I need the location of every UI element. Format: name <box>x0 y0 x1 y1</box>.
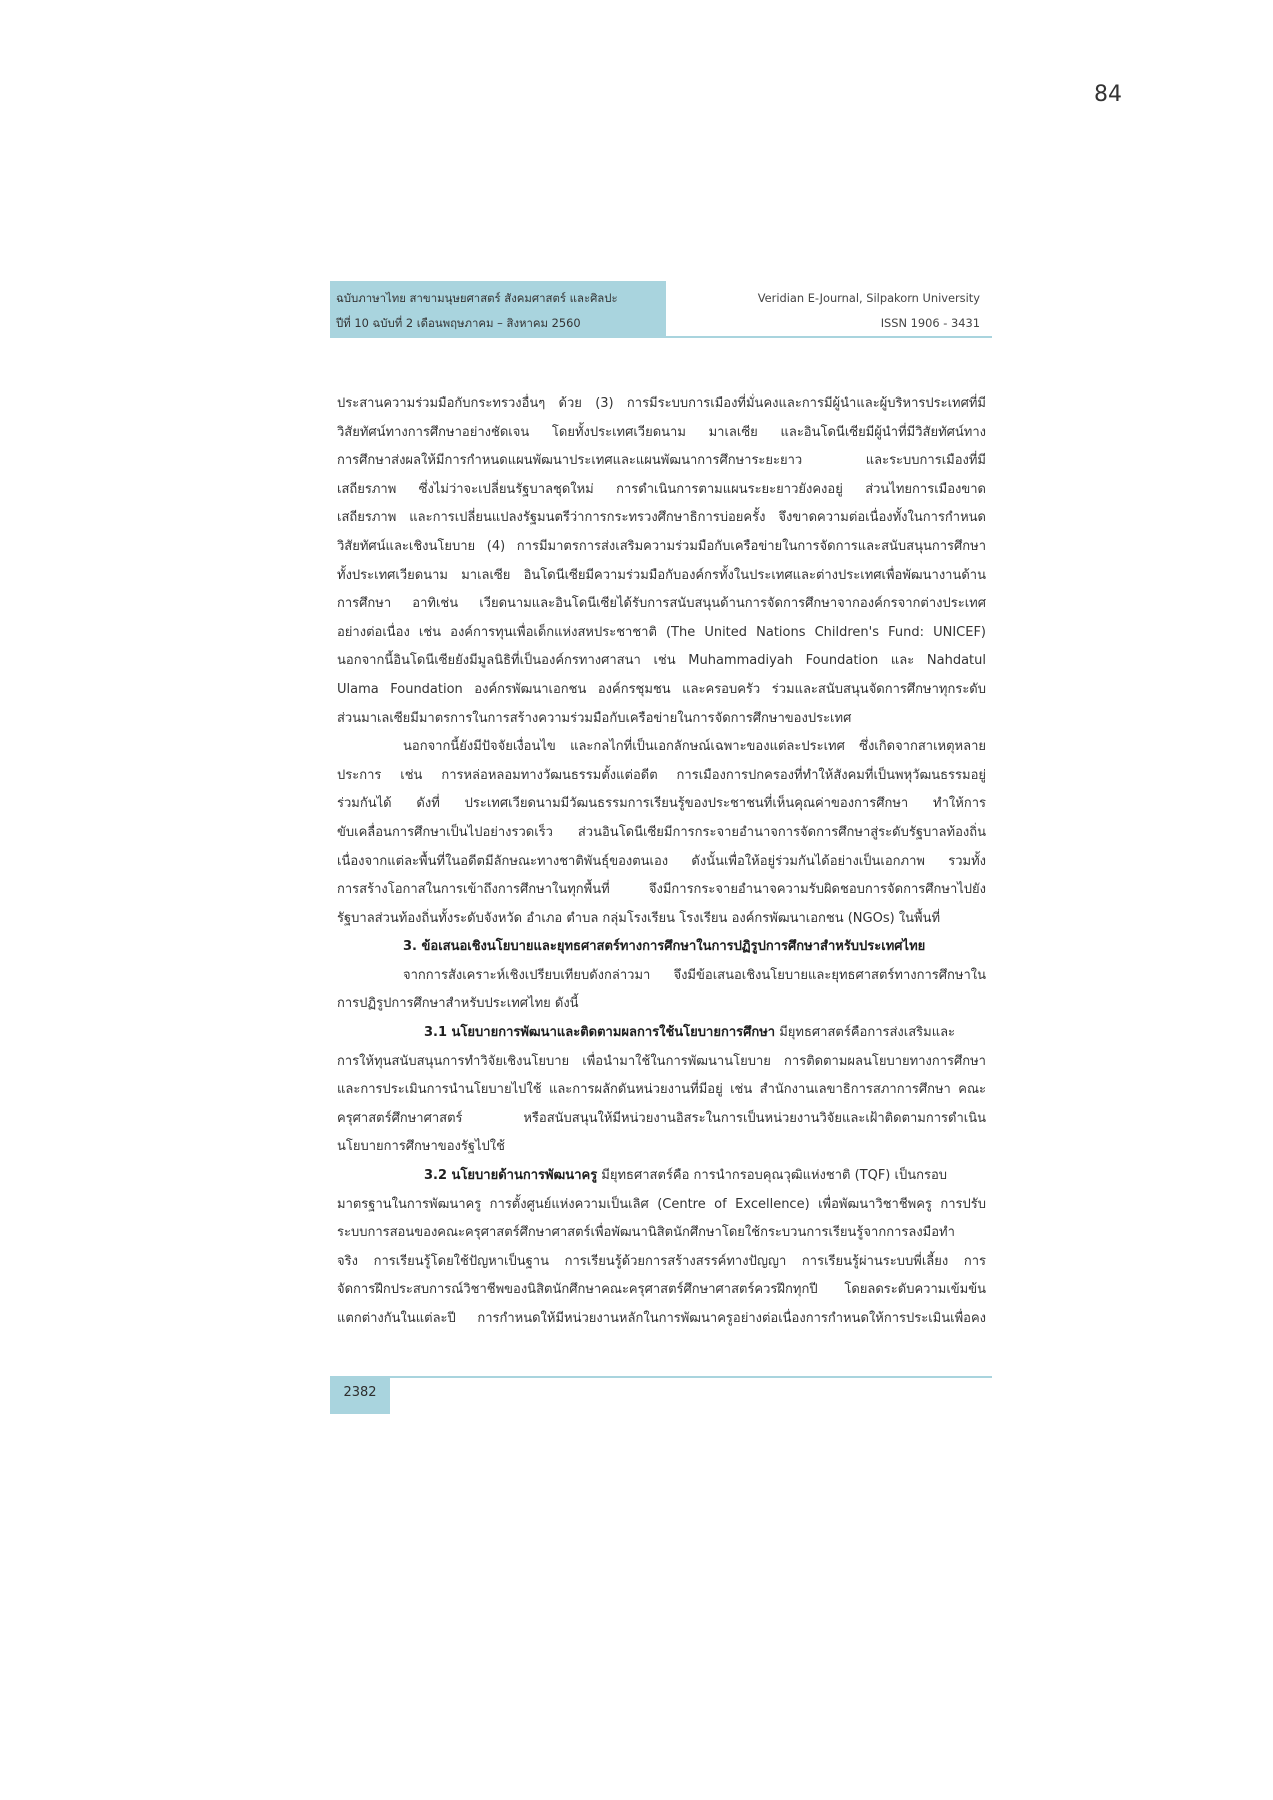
journal-name: Veridian E-Journal, Silpakorn University <box>757 291 980 305</box>
paragraph-1 <box>337 390 986 733</box>
subsection-3-2-first-line <box>337 1162 986 1191</box>
paragraph-3 <box>337 962 986 1019</box>
article-body <box>337 390 986 1334</box>
text-line: จริง การเรียนรู้โดยใช้ปัญหาเป็นฐาน การเรียนรู้ด้วยการสร้างสรรค์ทางปัญญา การเรียนรู้ผ่านระบบพี่เลี้ยง การ <box>337 1253 986 1269</box>
footer-rule <box>330 1376 992 1378</box>
text-line: การสร้างโอกาสในการเข้าถึงการศึกษาในทุกพื้นที่ จึงมีการกระจายอำนาจความรับผิดชอบการจัดการศึกษาไปยัง <box>337 882 986 898</box>
text-line: การศึกษาส่งผลให้มีการกำหนดแผนพัฒนาประเทศและแผนพัฒนาการศึกษาระยะยาว และระบบการเมืองที่มี <box>337 453 986 469</box>
outer-page-number: 84 <box>1094 82 1122 107</box>
text-line: ร่วมกันได้ ดังที่ ประเทศเวียดนามมีวัฒนธรรมการเรียนรู้ของประชาชนที่เห็นคุณค่าของการศึกษา ทำให้การ <box>337 796 986 812</box>
journal-issn: ISSN 1906 - 3431 <box>880 316 980 330</box>
text-line: จากการสังเคราะห์เชิงเปรียบเทียบดังกล่าวมา จึงมีข้อเสนอเชิงนโยบายและยุทธศาสตร์ทางการศึกษาใน <box>403 967 986 983</box>
text-line: นโยบายการศึกษาของรัฐไปใช้ <box>337 1139 505 1155</box>
text-line: การศึกษา อาทิเช่น เวียดนามและอินโดนีเซียได้รับการสนับสนุนด้านการจัดการศึกษาจากองค์กรจากต่างประเทศ <box>337 596 986 612</box>
journal-page-number: 2382 <box>330 1378 390 1414</box>
text-line: ประการ เช่น การหล่อหลอมทางวัฒนธรรมตั้งแต่อดีต การเมืองการปกครองที่ทำให้สังคมที่เป็นพหุวัฒนธรรมอยู่ <box>337 767 986 783</box>
subsection-3-2-lead: มียุทธศาสตร์คือ การนำกรอบคุณวุฒิแห่งชาติ (TQF) เป็นกรอบ <box>597 1168 948 1184</box>
text-line: การปฏิรูปการศึกษาสำหรับประเทศไทย ดังนี้ <box>337 996 579 1012</box>
text-line: ส่วนมาเลเซียมีมาตรการในการสร้างความร่วมมือกับเครือข่ายในการจัดการศึกษาของประเทศ <box>337 710 852 726</box>
text-line: ขับเคลื่อนการศึกษาเป็นไปอย่างรวดเร็ว ส่วนอินโดนีเซียมีการกระจายอำนาจการจัดการศึกษาสู่ระดับรัฐบาลท้องถิ่น <box>337 824 986 840</box>
section-3-heading: 3. ข้อเสนอเชิงนโยบายและยุทธศาสตร์ทางการศึกษาในการปฏิรูปการศึกษาสำหรับประเทศไทย <box>403 939 926 955</box>
text-line: เสถียรภาพ ซึ่งไม่ว่าจะเปลี่ยนรัฐบาลชุดใหม่ การดำเนินการตามแผนระยะยาวยังคงอยู่ ส่วนไทยการเมืองขาด <box>337 481 986 497</box>
journal-section-label: ฉบับภาษาไทย สาขามนุษยศาสตร์ สังคมศาสตร์ และศิลปะ <box>336 291 618 305</box>
text-line: แตกต่างกันในแต่ละปี การกำหนดให้มีหน่วยงานหลักในการพัฒนาครูอย่างต่อเนื่องการกำหนดให้การประเมินเพื่อคง <box>337 1311 986 1326</box>
text-line: เสถียรภาพ และการเปลี่ยนแปลงรัฐมนตรีว่าการกระทรวงศึกษาธิการบ่อยครั้ง จึงขาดความต่อเนื่องทั้งในการกำหนด <box>337 510 986 526</box>
text-line: มาตรฐานในการพัฒนาครู การตั้งศูนย์แห่งความเป็นเลิศ (Centre of Excellence) เพื่อพัฒนาวิชาชีพครู การปรับ <box>337 1196 986 1212</box>
paragraph-2 <box>337 733 986 933</box>
header-rule <box>330 336 992 338</box>
text-line: นอกจากนี้ยังมีปัจจัยเงื่อนไข และกลไกที่เป็นเอกลักษณ์เฉพาะของแต่ละประเทศ ซึ่งเกิดจากสาเหตุหลาย <box>403 739 986 755</box>
text-line: รัฐบาลส่วนท้องถิ่นทั้งระดับจังหวัด อำเภอ ตำบล กลุ่มโรงเรียน โรงเรียน องค์กรพัฒนาเอกชน (NGOs) ในพื้นที่ <box>337 910 941 926</box>
text-line: วิสัยทัศน์ทางการศึกษาอย่างชัดเจน โดยทั้งประเทศเวียดนาม มาเลเซีย และอินโดนีเซียมีผู้นำที่มีวิสัยทัศน์ทาง <box>337 424 986 440</box>
text-line: ประสานความร่วมมือกับกระทรวงอื่นๆ ด้วย (3) การมีระบบการเมืองที่มั่นคงและการมีผู้นำและผู้บริหารประเทศที่มี <box>337 396 986 411</box>
journal-header-right <box>758 286 980 336</box>
text-line: ระบบการสอนของคณะครุศาสตร์ศึกษาศาสตร์เพื่อพัฒนานิสิตนักศึกษาโดยใช้กระบวนการเรียนรู้จากการลงมือทำ <box>337 1225 955 1241</box>
subsection-3-1-title: 3.1 นโยบายการพัฒนาและติดตามผลการใช้นโยบายการศึกษา <box>424 1025 776 1041</box>
text-line: การให้ทุนสนับสนุนการทำวิจัยเชิงนโยบาย เพื่อนำมาใช้ในการพัฒนานโยบาย การติดตามผลนโยบายทางการศึกษา <box>337 1053 986 1069</box>
text-line: และการประเมินการนำนโยบายไปใช้ และการผลักดันหน่วยงานที่มีอยู่ เช่น สำนักงานเลขาธิการสภาการศึกษา คณะ <box>337 1082 986 1098</box>
subsection-3-2-title: 3.2 นโยบายด้านการพัฒนาครู <box>424 1168 598 1184</box>
subsection-3-2 <box>337 1162 986 1334</box>
text-line: ครุศาสตร์ศึกษาศาสตร์ หรือสนับสนุนให้มีหน่วยงานอิสระในการเป็นหน่วยงานวิจัยและเฝ้าติดตามการดำเนิน <box>337 1110 986 1126</box>
journal-header-left <box>336 286 656 336</box>
text-line: ทั้งประเทศเวียดนาม มาเลเซีย อินโดนีเซียมีความร่วมมือกับองค์กรทั้งในประเทศและต่างประเทศเพื่อพัฒนางานด้าน <box>337 567 986 583</box>
journal-page <box>330 281 992 1426</box>
text-line: จัดการฝึกประสบการณ์วิชาชีพของนิสิตนักศึกษาคณะครุศาสตร์ศึกษาศาสตร์ควรฝึกทุกปี โดยลดระดับความเข้มข้น <box>337 1282 986 1298</box>
text-line: เนื่องจากแต่ละพื้นที่ในอดีตมีลักษณะทางชาติพันธุ์ของตนเอง ดังนั้นเพื่อให้อยู่ร่วมกันได้อย่างเป็นเอกภาพ รวมทั้ง <box>337 853 986 869</box>
subsection-3-1-first-line <box>337 1019 986 1048</box>
text-line: นอกจากนี้อินโดนีเซียยังมีมูลนิธิที่เป็นองค์กรทางศาสนา เช่น Muhammadiyah Foundation และ Nahdatul <box>337 653 986 669</box>
text-line: Ulama Foundation องค์กรพัฒนาเอกชน องค์กรชุมชน และครอบครัว ร่วมและสนับสนุนจัดการศึกษาทุกระดับ <box>337 681 986 697</box>
text-line: อย่างต่อเนื่อง เช่น องค์การทุนเพื่อเด็กแห่งสหประชาชาติ (The United Nations Children's Fund: UNICEF) <box>337 624 986 640</box>
subsection-3-1 <box>337 1019 986 1162</box>
text-line: วิสัยทัศน์และเชิงนโยบาย (4) การมีมาตรการส่งเสริมความร่วมมือกับเครือข่ายในการจัดการและสนับสนุนการศึกษา <box>337 538 986 554</box>
subsection-3-1-lead: มียุทธศาสตร์คือการส่งเสริมและ <box>775 1025 956 1041</box>
journal-issue-label: ปีที่ 10 ฉบับที่ 2 เดือนพฤษภาคม – สิงหาคม 2560 <box>336 316 581 330</box>
